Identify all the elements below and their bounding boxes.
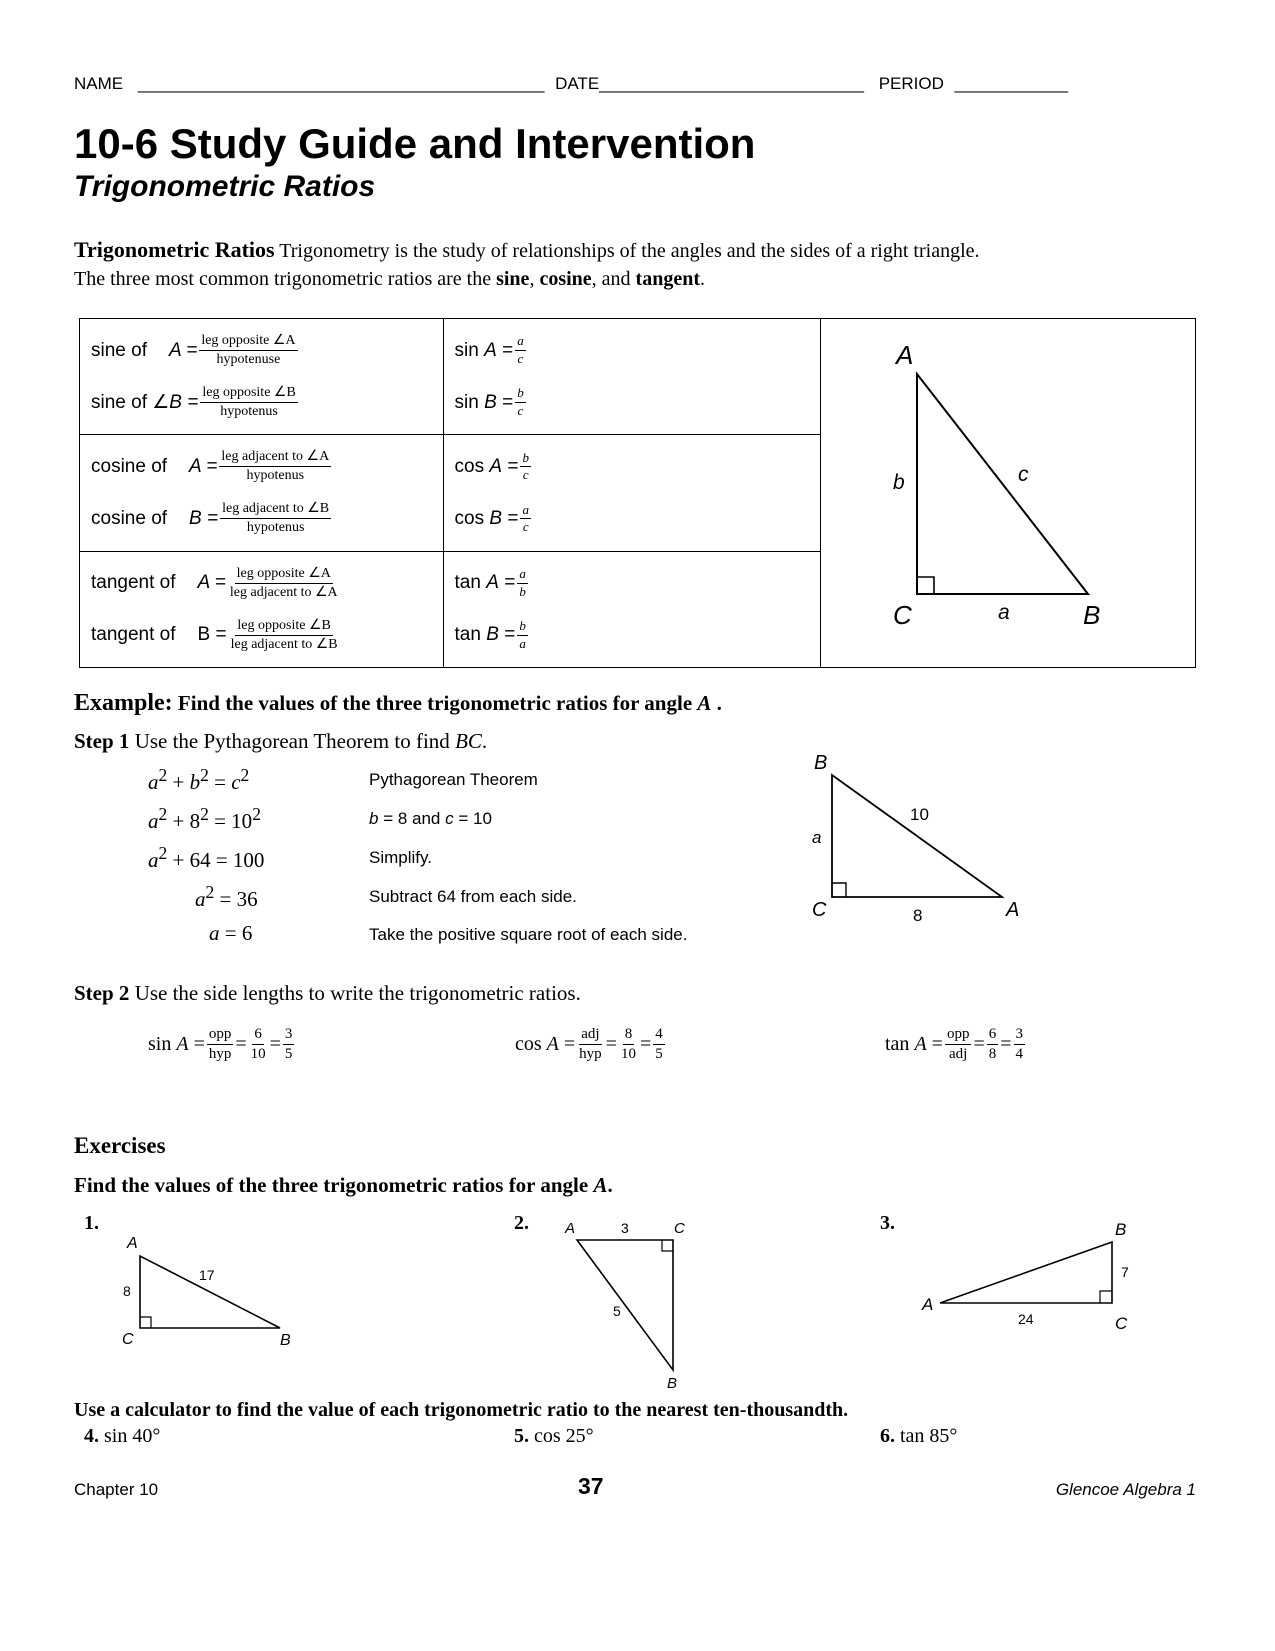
- frac-den: adj: [949, 1046, 968, 1063]
- footer-chapter: Chapter 10: [74, 1480, 159, 1499]
- ex2-side-top: 3: [621, 1220, 629, 1236]
- sin-a-short: [444, 325, 820, 377]
- sine-a-label: sine of: [91, 339, 147, 361]
- name-label: NAME: [74, 74, 124, 93]
- ratio-frac-2: [619, 1026, 638, 1064]
- footer-book: Glencoe Algebra 1: [1055, 1480, 1196, 1499]
- tan-b-var: B: [486, 624, 499, 646]
- footer-page-number: 37: [578, 1473, 604, 1499]
- tan-a-frac-num: a: [517, 567, 528, 584]
- tan-b-frac: [517, 619, 528, 652]
- intro-heading: Trigonometric Ratios: [74, 237, 275, 262]
- header-fields: [74, 74, 1068, 94]
- ex1-vertex-a: A: [127, 1235, 138, 1252]
- frac-num: 6: [252, 1026, 264, 1045]
- cos-b-short: [444, 493, 820, 545]
- sin-b-frac-den: c: [517, 403, 524, 419]
- ratio-frac-2: [249, 1026, 268, 1064]
- ex1-side-hyp: 17: [199, 1267, 215, 1283]
- frac-den: 8: [988, 1046, 997, 1063]
- ratio-var: A: [546, 1033, 559, 1056]
- sine-short-cell: [443, 319, 820, 435]
- ratio-table: [79, 318, 1196, 668]
- sin-b-eq: =: [502, 391, 514, 413]
- cosine-a-label: cosine of: [91, 455, 168, 477]
- equation-row: $a^2 + 64 = 100$: [148, 843, 265, 872]
- example-vertex-c: C: [812, 899, 827, 921]
- cos-b-var: B: [489, 507, 503, 529]
- tan-a-fn: tan: [454, 572, 481, 594]
- period-label: PERIOD: [878, 74, 944, 93]
- sin-a-frac: [515, 334, 526, 367]
- step1-text: Use the Pythagorean Theorem to find: [129, 729, 456, 753]
- cosine-a-var: A =: [189, 455, 218, 477]
- sin-a-var: A: [484, 339, 497, 361]
- example-side-hyp: 10: [910, 805, 929, 824]
- cosine-a-definition: [80, 441, 443, 493]
- right-angle-marker: [832, 883, 846, 897]
- cosine-short-cell: [443, 435, 820, 551]
- ref-side-b: b: [892, 471, 905, 494]
- tangent-b-label: tangent of: [91, 624, 176, 646]
- exercise-1-triangle: [115, 1228, 315, 1348]
- tan-b-frac-den: a: [519, 635, 526, 651]
- example-vertex-a: A: [1006, 899, 1020, 921]
- ratio-var: A: [176, 1033, 189, 1056]
- step1-label: Step 1: [74, 729, 130, 753]
- intro-comma: ,: [529, 268, 540, 290]
- ratio-var: A: [914, 1033, 927, 1056]
- ex2-vertex-b: B: [667, 1375, 678, 1390]
- ex2-vertex-c: C: [674, 1220, 685, 1237]
- frac-num: opp: [207, 1026, 234, 1045]
- sine-b-definition: [80, 377, 443, 429]
- tangent-short-cell: [443, 551, 820, 667]
- tangent-b-den: leg adjacent to ∠B: [230, 636, 338, 652]
- ratio-frac-1: [577, 1026, 604, 1064]
- right-angle-marker: [662, 1240, 673, 1251]
- sin-a-fn: sin: [454, 339, 479, 361]
- instruction-text: Find the values of the three trigonometric ratios for angle: [74, 1173, 594, 1197]
- step2-label: Step 2: [74, 981, 130, 1005]
- cos-a-fn: cos: [454, 455, 485, 477]
- tan-a-frac-den: b: [519, 583, 526, 599]
- calc-exercise-5: [514, 1425, 594, 1448]
- tan-b-frac-num: b: [517, 619, 528, 636]
- ex2-vertex-a: A: [565, 1220, 576, 1237]
- cos-a-frac: [520, 451, 531, 484]
- ratio-frac-3: [653, 1026, 665, 1064]
- tan-a-frac: [517, 567, 528, 600]
- cosine-b-definition: [80, 493, 443, 545]
- reference-triangle: [821, 319, 1196, 667]
- equation-row: $a^2 + b^2 = c^2$: [148, 765, 250, 794]
- calc-6-expr: tan 85°: [895, 1425, 958, 1447]
- example-heading: [74, 690, 722, 717]
- frac-num: 4: [653, 1026, 665, 1045]
- exercise-2-shape: [577, 1240, 673, 1370]
- tan-b-fn: tan: [454, 624, 481, 646]
- intro-tangent: tangent: [635, 268, 700, 290]
- ex3-vertex-c: C: [1115, 1314, 1128, 1333]
- sine-b-fraction: [200, 385, 297, 420]
- sin-a-eq: =: [502, 339, 514, 361]
- equation-note: Simplify.: [369, 848, 432, 867]
- exercise-2-number: 2.: [514, 1212, 529, 1234]
- sin-b-short: [444, 377, 820, 429]
- sine-a-definition: [80, 325, 443, 377]
- ex1-side-leg: 8: [123, 1283, 131, 1299]
- example-cos-ratio: cos A = $\frac{\text{adj}}{\text{hyp}}$ = $\frac{8}{10}$ = $\frac{4}{5}$: [515, 1026, 663, 1063]
- cosine-b-fraction: [220, 501, 331, 536]
- right-angle-marker: [917, 577, 934, 594]
- equation-row: $a^2 + 8^2 = 10^2$: [148, 804, 261, 833]
- exercise-3-number: 3.: [880, 1212, 895, 1234]
- equation-note: b = 8 and c = 10: [369, 809, 492, 828]
- frac-den: 5: [655, 1046, 663, 1063]
- cosine-a-num: leg adjacent to ∠A: [219, 449, 331, 467]
- intro-text-1: Trigonometry is the study of relationships of the angles and the sides of a right triangle.: [274, 240, 980, 262]
- frac-den: 10: [250, 1046, 266, 1063]
- sin-a-frac-den: c: [517, 351, 524, 367]
- cos-b-frac-den: c: [522, 519, 529, 535]
- cosine-b-den: hypotenus: [246, 520, 305, 536]
- ex3-side-base: 24: [1018, 1311, 1034, 1327]
- exercises-heading: Exercises: [74, 1133, 166, 1158]
- frac-den: 5: [284, 1046, 293, 1063]
- equation-note: Pythagorean Theorem: [369, 770, 538, 789]
- example-var: A: [697, 691, 712, 715]
- calc-exercise-6: [880, 1425, 957, 1448]
- example-vertex-b: B: [814, 752, 828, 774]
- example-triangle-shape: [832, 775, 1002, 897]
- frac-den: hyp: [208, 1046, 232, 1063]
- frac-num: opp: [945, 1026, 972, 1045]
- tan-a-var: A: [486, 572, 499, 594]
- ratio-fn: cos: [515, 1033, 542, 1056]
- calc-6-num: 6.: [880, 1425, 895, 1447]
- step2-text: Use the side lengths to write the trigonometric ratios.: [129, 981, 581, 1005]
- example-end: .: [711, 691, 722, 715]
- instruction-end: .: [607, 1173, 613, 1197]
- ex3-side-vert: 7: [1121, 1264, 1129, 1280]
- name-blank: ___________________________________________: [137, 74, 545, 93]
- exercise-3-shape: [940, 1242, 1112, 1303]
- ex3-vertex-b: B: [1115, 1220, 1127, 1239]
- ratio-frac-3: [1014, 1026, 1026, 1064]
- ex3-vertex-a: A: [922, 1295, 934, 1314]
- ratio-frac-3: [283, 1026, 295, 1064]
- tangent-a-var: A =: [197, 572, 226, 594]
- right-angle-marker: [140, 1317, 151, 1328]
- period-blank: ____________: [954, 74, 1069, 93]
- ex2-side-hyp: 5: [613, 1303, 621, 1319]
- tangent-a-definition: [80, 557, 443, 609]
- ratio-frac-1: [207, 1026, 234, 1064]
- calc-5-expr: cos 25°: [529, 1425, 594, 1447]
- cos-a-eq: =: [507, 455, 519, 477]
- ex1-vertex-b: B: [280, 1332, 291, 1348]
- sine-b-num: leg opposite ∠B: [200, 385, 297, 403]
- tangent-a-label: tangent of: [91, 572, 176, 594]
- cosine-b-var: B =: [189, 507, 219, 529]
- ref-side-a: a: [997, 601, 1010, 624]
- intro-sine: sine: [496, 268, 530, 290]
- equation-row: $a^2 = 36$: [195, 882, 258, 911]
- ex1-vertex-c: C: [122, 1331, 134, 1348]
- cosine-b-label: cosine of: [91, 507, 168, 529]
- step1-end: .: [481, 729, 488, 753]
- intro-cosine: cosine: [539, 268, 592, 290]
- cosine-b-num: leg adjacent to ∠B: [220, 501, 331, 519]
- cos-a-short: [444, 441, 820, 493]
- step1-line: [74, 729, 487, 754]
- cos-b-fn: cos: [454, 507, 485, 529]
- reference-triangle-shape: [917, 374, 1088, 594]
- cos-a-frac-den: c: [522, 467, 529, 483]
- sin-b-frac-num: b: [515, 386, 526, 403]
- ref-vertex-c: C: [892, 600, 912, 630]
- ratio-frac-2: [987, 1026, 999, 1064]
- cos-a-frac-num: b: [520, 451, 531, 468]
- tangent-b-fraction: [229, 618, 340, 653]
- tan-a-short: [444, 557, 820, 609]
- sine-b-den: hypotenus: [220, 404, 278, 420]
- exercises-instruction: [74, 1173, 613, 1198]
- ratio-frac-1: [945, 1026, 972, 1064]
- frac-num: adj: [579, 1026, 601, 1045]
- tangent-a-num: leg opposite ∠A: [235, 566, 333, 584]
- frac-num: 3: [283, 1026, 295, 1045]
- tan-b-short: [444, 609, 820, 661]
- ref-side-c: c: [1017, 463, 1029, 486]
- tangent-a-den: leg adjacent to ∠A: [229, 584, 338, 600]
- calc-4-expr: sin 40°: [99, 1425, 161, 1447]
- step1-var: BC: [455, 729, 482, 753]
- exercise-3-triangle: [915, 1210, 1145, 1340]
- ratio-fn: tan: [885, 1033, 910, 1056]
- intro-period: .: [700, 268, 705, 290]
- step2-line: [74, 981, 581, 1006]
- example-side-a: a: [812, 828, 822, 847]
- cos-b-frac-num: a: [520, 503, 531, 520]
- instruction-var: A: [593, 1173, 608, 1197]
- page-title: 10-6 Study Guide and Intervention: [74, 120, 756, 167]
- frac-den: hyp: [579, 1046, 602, 1063]
- equation-row: a = 6: [209, 921, 253, 945]
- calc-exercise-4: [84, 1425, 160, 1448]
- tangent-b-num: leg opposite ∠B: [235, 618, 332, 636]
- ref-vertex-a: A: [895, 340, 914, 370]
- example-side-base: 8: [913, 906, 923, 925]
- frac-num: 8: [623, 1026, 635, 1045]
- intro-text-2: The three most common trigonometric ratios are the: [74, 268, 497, 290]
- cos-b-frac: [520, 503, 531, 536]
- frac-num: 3: [1014, 1026, 1026, 1045]
- example-triangle: [800, 745, 1050, 925]
- tan-b-eq: =: [504, 624, 516, 646]
- calc-instruction: Use a calculator to find the value of each trigonometric ratio to the nearest ten-thousandth.: [74, 1399, 849, 1421]
- cos-b-eq: =: [507, 507, 519, 529]
- tangent-a-fraction: [228, 566, 340, 601]
- frac-den: 10: [620, 1046, 636, 1063]
- sin-b-fn: sin: [454, 391, 479, 413]
- cos-a-var: A: [489, 455, 503, 477]
- sine-a-den: hypotenuse: [216, 352, 281, 368]
- cosine-definitions-cell: [80, 435, 444, 551]
- intro-and: , and: [591, 268, 636, 290]
- page-subtitle: Trigonometric Ratios: [74, 170, 376, 203]
- sine-a-num: leg opposite ∠A: [199, 333, 297, 351]
- intro-paragraph: [74, 236, 1204, 293]
- tangent-b-definition: [80, 609, 443, 661]
- calc-5-num: 5.: [514, 1425, 529, 1447]
- tan-a-eq: =: [504, 572, 516, 594]
- frac-num: 6: [987, 1026, 999, 1045]
- example-sin-ratio: sin A = $\frac{\text{opp}}{\text{hyp}}$ = $\frac{6}{10}$ = $\frac{3}{5}$: [148, 1026, 293, 1063]
- sin-b-frac: [515, 386, 526, 419]
- sin-a-frac-num: a: [515, 334, 526, 351]
- sine-definitions-cell: [80, 319, 444, 435]
- sine-a-var: A =: [168, 339, 198, 361]
- calc-4-num: 4.: [84, 1425, 99, 1447]
- example-label: Example:: [74, 690, 173, 716]
- equation-note: Subtract 64 from each side.: [369, 887, 577, 906]
- ref-vertex-b: B: [1082, 600, 1101, 630]
- sine-b-var: B =: [169, 391, 199, 413]
- exercise-2-triangle: [555, 1215, 715, 1390]
- tangent-b-var: B =: [197, 624, 227, 646]
- example-text: Find the values of the three trigonometric ratios for angle: [172, 691, 698, 715]
- sin-b-var: B: [484, 391, 497, 413]
- tangent-definitions-cell: [80, 551, 444, 667]
- right-angle-marker: [1100, 1291, 1112, 1303]
- equation-note: Take the positive square root of each side.: [369, 925, 688, 944]
- ratio-fn: sin: [148, 1033, 172, 1056]
- exercise-1-number: 1.: [84, 1212, 99, 1234]
- date-label: DATE: [555, 74, 600, 93]
- example-tan-ratio: tan A = $\frac{\text{opp}}{\text{adj}}$ = $\frac{6}{8}$ = $\frac{3}{4}$: [885, 1026, 1023, 1063]
- cosine-a-den: hypotenus: [246, 468, 305, 484]
- sine-b-label: sine of ∠: [91, 392, 170, 414]
- sine-a-fraction: [199, 333, 297, 368]
- cosine-a-fraction: [219, 449, 331, 484]
- reference-triangle-cell: [820, 319, 1195, 668]
- frac-den: 4: [1015, 1046, 1023, 1063]
- date-blank: ____________________________: [599, 74, 864, 93]
